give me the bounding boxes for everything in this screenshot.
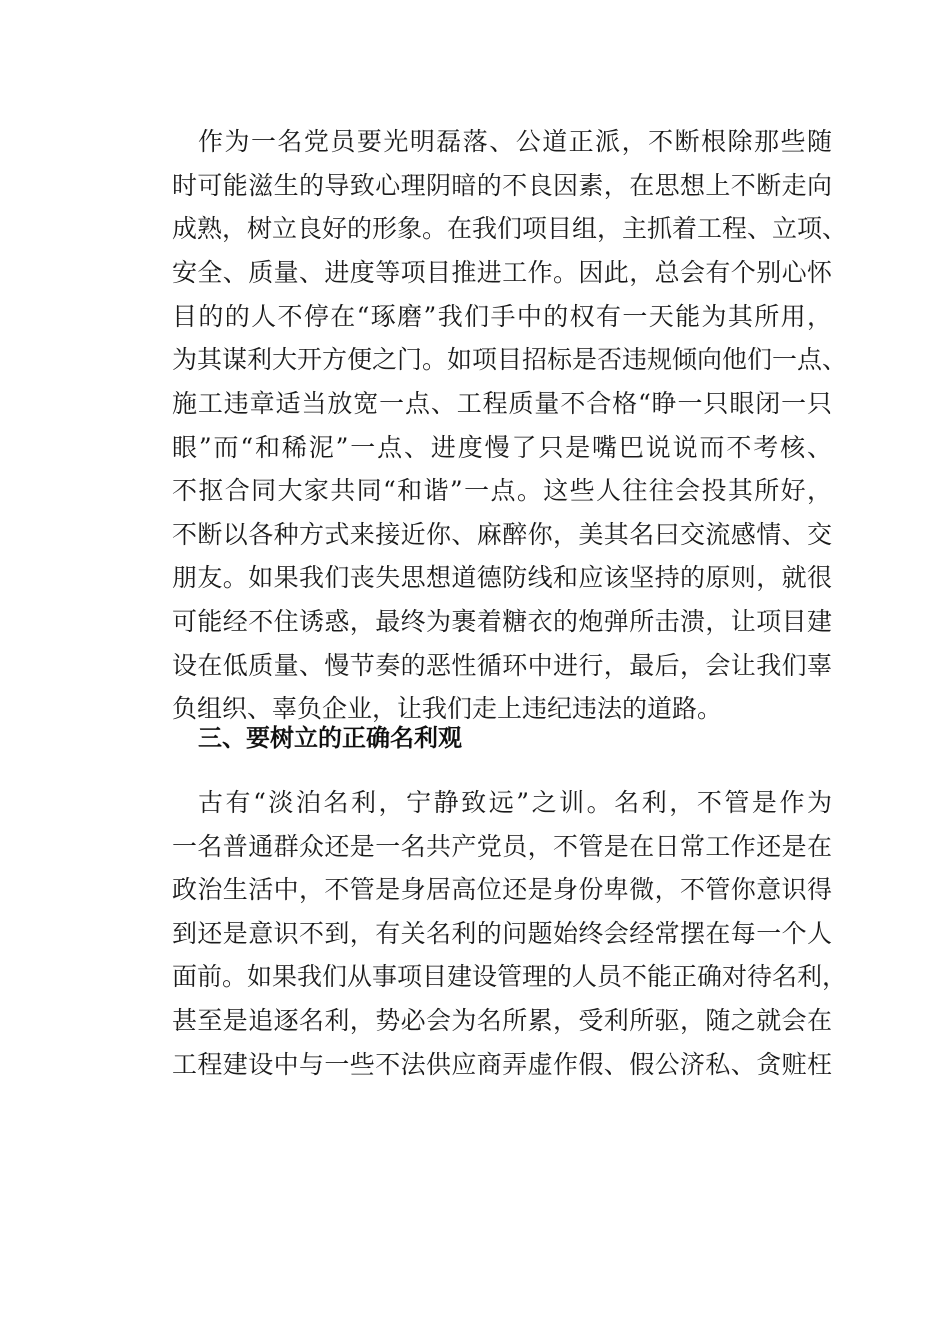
paragraph1-line: 不断以各种方式来接近你、麻醉你，美其名曰交流感情、交 xyxy=(172,520,832,549)
paragraph2-line: 甚至是追逐名利，势必会为名所累，受利所驱，随之就会在 xyxy=(172,1006,832,1035)
paragraph1-line: 不抠合同大家共同“和谐”一点。这些人往往会投其所好， xyxy=(172,476,832,505)
paragraph1-line: 安全、质量、进度等项目推进工作。因此，总会有个别心怀 xyxy=(172,258,832,287)
paragraph2-line: 一名普通群众还是一名共产党员，不管是在日常工作还是在 xyxy=(172,832,832,861)
paragraph1-line: 设在低质量、慢节奏的恶性循环中进行，最后，会让我们辜 xyxy=(172,651,832,680)
paragraph2-line: 古有“淡泊名利，宁静致远”之训。名利，不管是作为 xyxy=(198,788,832,817)
paragraph1-line: 眼”而“和稀泥”一点、进度慢了只是嘴巴说说而不考核、 xyxy=(172,433,832,462)
paragraph1-line: 目的的人不停在“琢磨”我们手中的权有一天能为其所用， xyxy=(172,302,832,331)
paragraph1-line: 朋友。如果我们丧失思想道德防线和应该坚持的原则，就很 xyxy=(172,563,832,592)
paragraph1-line: 作为一名党员要光明磊落、公道正派，不断根除那些随 xyxy=(198,127,832,156)
section-heading: 三、要树立的正确名利观 xyxy=(198,724,462,752)
paragraph1-line: 为其谋利大开方便之门。如项目招标是否违规倾向他们一点、 xyxy=(172,345,848,374)
paragraph1-line: 施工违章适当放宽一点、工程质量不合格“睁一只眼闭一只 xyxy=(172,389,832,418)
paragraph2-line: 政治生活中，不管是身居高位还是身份卑微，不管你意识得 xyxy=(172,875,832,904)
paragraph1-line: 成熟，树立良好的形象。在我们项目组，主抓着工程、立项、 xyxy=(172,214,848,243)
paragraph2-line: 面前。如果我们从事项目建设管理的人员不能正确对待名利， xyxy=(172,962,848,991)
paragraph1-line: 可能经不住诱惑，最终为裹着糖衣的炮弹所击溃，让项目建 xyxy=(172,607,832,636)
paragraph1-line: 负组织、辜负企业，让我们走上违纪违法的道路。 xyxy=(172,694,723,723)
paragraph1-line: 时可能滋生的导致心理阴暗的不良因素，在思想上不断走向 xyxy=(172,171,832,200)
paragraph2-line: 工程建设中与一些不法供应商弄虚作假、假公济私、贪赃枉 xyxy=(172,1050,832,1079)
paragraph2-line: 到还是意识不到，有关名利的问题始终会经常摆在每一个人 xyxy=(172,919,832,948)
